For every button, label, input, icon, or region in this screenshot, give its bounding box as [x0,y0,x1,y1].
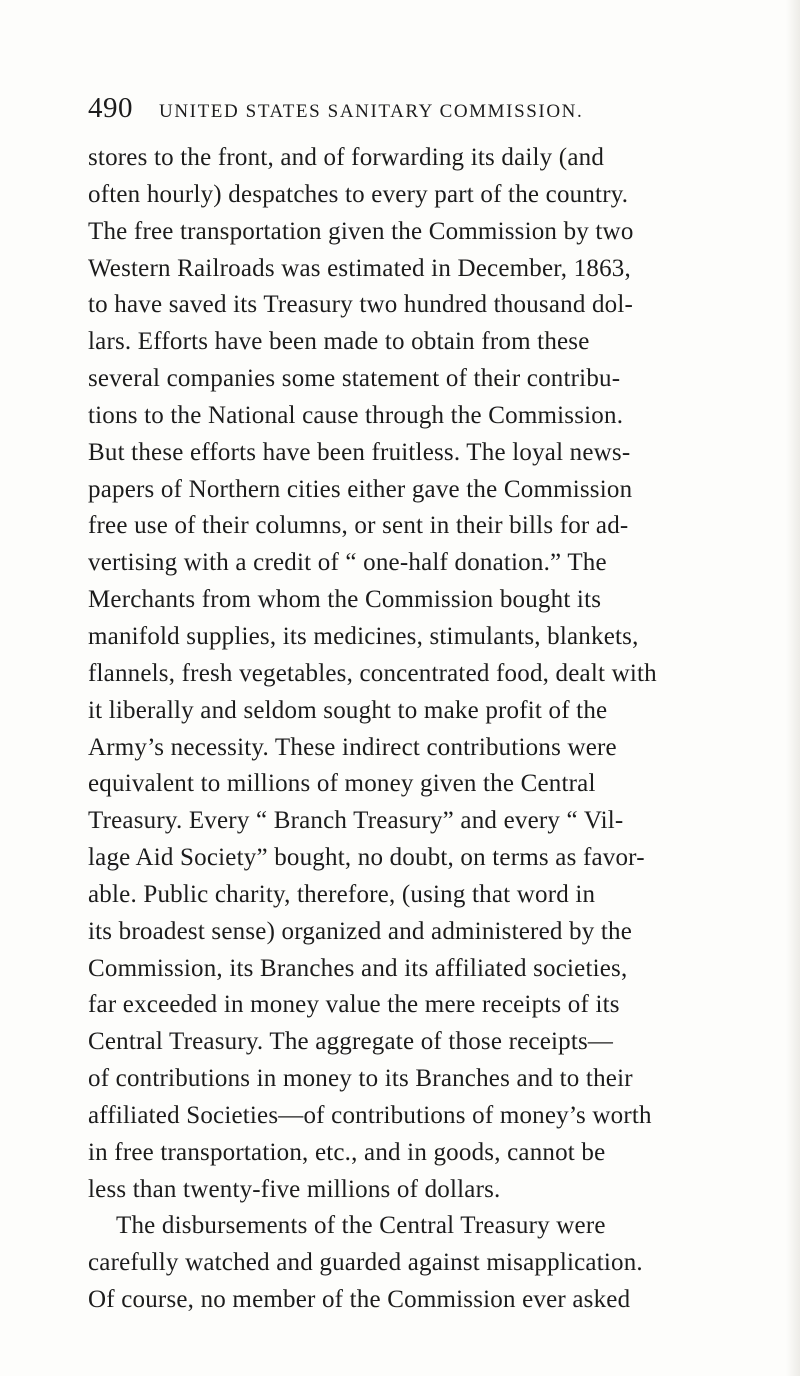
text-line: several companies some statement of their contribu- [88,365,621,393]
text-line: Commission, its Branches and its affiliated societies, [88,954,628,982]
paragraph-start-line: The disbursements of the Central Treasury were [116,1212,606,1240]
text-line: tions to the National cause through the Commission. [88,401,624,429]
page-edge-shadow [786,0,800,1376]
text-line: lage Aid Society” bought, no doubt, on terms as favor- [88,844,645,872]
text-line: manifold supplies, its medicines, stimulants, blankets, [88,622,639,650]
text-line: Treasury. Every “ Branch Treasury” and every “ Vil- [88,807,624,835]
text-line: flannels, fresh vegetables, concentrated food, dealt with [88,659,657,687]
text-line: Merchants from whom the Commission bought its [88,586,602,614]
text-line: often hourly) despatches to every part of the country. [88,180,629,208]
text-line: free use of their columns, or sent in their bills for ad- [88,512,629,540]
text-line: less than twenty-five millions of dollars. [88,1175,501,1203]
text-line: affiliated Societies—of contributions of money’s worth [88,1101,652,1129]
text-line: able. Public charity, therefore, (using that word in [88,880,596,908]
text-line: of contributions in money to its Branches and to their [88,1065,633,1093]
text-line: Western Railroads was estimated in December, 1863, [88,254,631,282]
text-line: vertising with a credit of “ one-half donation.” The [88,549,607,577]
text-line: But these efforts have been fruitless. The loyal news- [88,438,631,466]
body-text [88,140,800,1319]
running-head [88,92,688,126]
text-line: equivalent to millions of money given the Central [88,770,596,798]
page-number: 490 [88,92,133,124]
text-line: stores to the front, and of forwarding its daily (and [88,144,605,171]
running-title: UNITED STATES SANITARY COMMISSION. [159,101,584,122]
text-line: carefully watched and guarded against misapplication. [88,1249,643,1277]
text-line: in free transportation, etc., and in goods, cannot be [88,1138,606,1166]
text-line: papers of Northern cities either gave the Commission [88,475,633,503]
text-line: its broadest sense) organized and administered by the [88,917,633,945]
text-line: lars. Efforts have been made to obtain from these [88,328,590,356]
text-line: Central Treasury. The aggregate of those receipts— [88,1028,614,1056]
text-line: Army’s necessity. These indirect contributions were [88,733,617,761]
text-line: it liberally and seldom sought to make profit of the [88,696,608,724]
text-line: Of course, no member of the Commission ever asked [88,1286,631,1314]
text-line: far exceeded in money value the mere receipts of its [88,991,620,1019]
text-line: to have saved its Treasury two hundred thousand dol- [88,291,634,319]
text-line: The free transportation given the Commission by two [88,217,634,245]
